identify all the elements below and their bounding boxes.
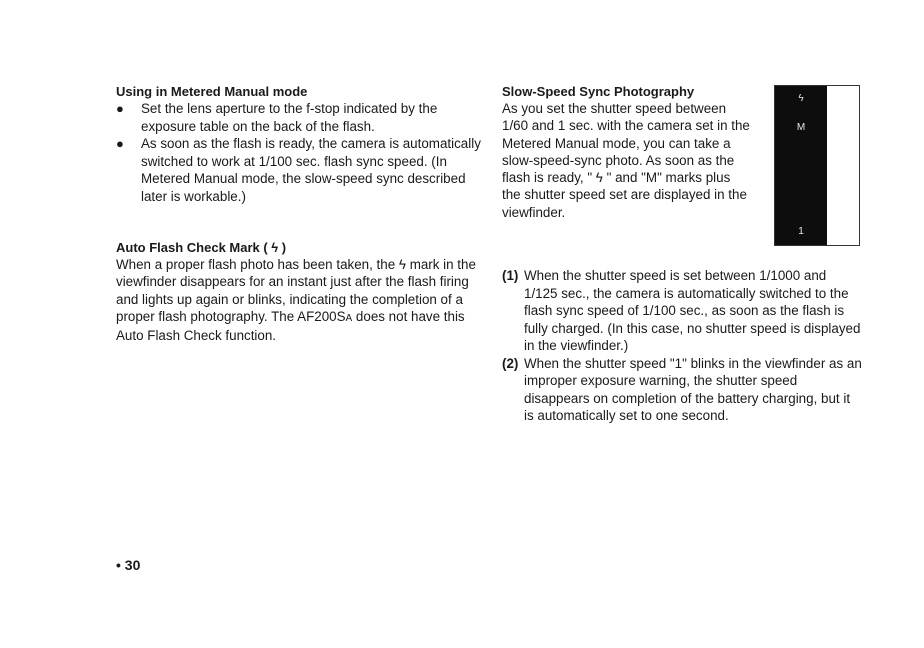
right-column (502, 83, 862, 423)
section-spacer (116, 205, 488, 239)
flash-mark-icon: ϟ (798, 93, 804, 104)
metered-manual-bullets (116, 100, 488, 205)
auto-flash-check-heading: Auto Flash Check Mark ( ϟ ) (116, 240, 287, 255)
note-number: (1) (502, 268, 519, 283)
page-number: • 30 (116, 557, 141, 573)
left-column (116, 83, 488, 344)
auto-flash-check-paragraph (116, 256, 488, 344)
bullet-icon: ● (116, 136, 124, 151)
shutter-speed-mark: 1 (798, 226, 804, 237)
numbered-notes (502, 267, 862, 425)
list-item (502, 267, 862, 355)
slow-sync-paragraph: As you set the shutter speed between 1/60 and 1 sec. with the camera set in the Metered Manual mode, you can take a slow-speed-sync photo. As soon as the flash is ready, " ϟ " and "M" marks plus the shutter speed set are displayed in the viewfinder. (502, 101, 750, 220)
viewfinder-display-strip (775, 86, 827, 245)
bullet-icon: ● (116, 101, 124, 116)
note-number: (2) (502, 355, 519, 371)
model-suffix: A (345, 312, 353, 324)
bullet-text: Set the lens aperture to the f-stop indicated by the exposure table on the back of the flash. (141, 101, 438, 134)
auto-flash-check-text-2: does not have this Auto Flash Check function. (116, 308, 465, 344)
note-text: When the shutter speed "1" blinks in the viewfinder as an improper exposure warning, the shutter speed disappears on completion of the battery charging, but it is automatically set to one second. (524, 355, 862, 423)
slow-sync-heading: Slow-Speed Sync Photography (502, 84, 695, 99)
metered-manual-heading: Using in Metered Manual mode (116, 84, 308, 99)
list-item (116, 135, 488, 205)
mode-mark: M (796, 122, 806, 133)
viewfinder-illustration (774, 85, 860, 246)
note-text: When the shutter speed is set between 1/1000 and 1/125 sec., the camera is automatically switched to the flash sync speed of 1/100 sec., as soon as the flash is fully charged. (In this case, no shutter speed is displayed in the viewfinder.) (524, 268, 861, 353)
bullet-text: As soon as the flash is ready, the camera is automatically switched to work at 1/100 sec. flash sync speed. (In Metered Manual mode, the slow-speed sync described later is workable.) (141, 136, 481, 204)
slow-sync-block (502, 83, 752, 221)
list-item (502, 355, 862, 425)
list-item (116, 100, 488, 135)
auto-flash-check-text-1: When a proper flash photo has been taken, the ϟ mark in the viewfinder disappears for an instant just after the flash firing and lights up again or blinks, indicating the completion of a proper flash photography. The AF200S (116, 257, 476, 324)
